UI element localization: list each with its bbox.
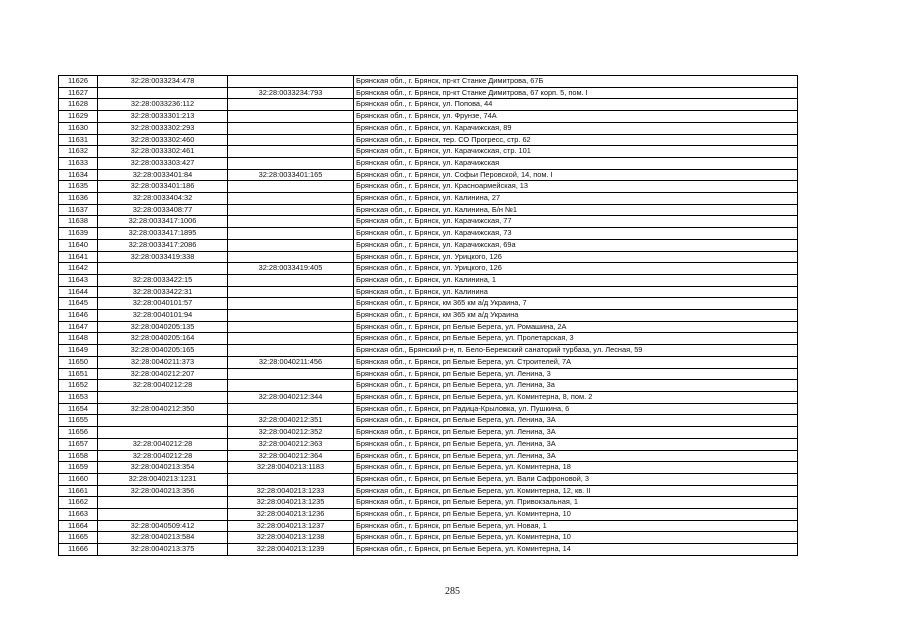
table-row — [59, 99, 798, 111]
row-number-cell: 11653 — [59, 391, 98, 403]
document-table-container — [58, 75, 797, 556]
cadastral-number-cell — [98, 497, 228, 509]
object-cadastral-number-cell — [228, 321, 354, 333]
address-cell: Брянская обл., г. Брянск, ул. Калинина, 27 — [354, 193, 798, 205]
object-cadastral-number-cell: 32:28:0040213:1238 — [228, 532, 354, 544]
cadastral-number-cell: 32:28:0040205:135 — [98, 321, 228, 333]
table-row — [59, 532, 798, 544]
cadastral-number-cell: 32:28:0033422:31 — [98, 286, 228, 298]
table-row — [59, 181, 798, 193]
address-cell: Брянская обл., г. Брянск, ул. Калинина, 1 — [354, 274, 798, 286]
address-cell: Брянская обл., г. Брянск, рп Белые Берега, ул. Пролетарская, 3 — [354, 333, 798, 345]
table-row — [59, 274, 798, 286]
row-number-cell: 11626 — [59, 76, 98, 88]
cadastral-number-cell: 32:28:0040212:28 — [98, 438, 228, 450]
table-row — [59, 298, 798, 310]
object-cadastral-number-cell — [228, 111, 354, 123]
cadastral-number-cell: 32:28:0040213:356 — [98, 485, 228, 497]
address-cell: Брянская обл., г. Брянск, рп Белые Берега, ул. Вали Сафроновой, 3 — [354, 473, 798, 485]
object-cadastral-number-cell — [228, 204, 354, 216]
cadastral-number-cell — [98, 391, 228, 403]
address-cell: Брянская обл., г. Брянск, рп Белые Берега, ул. Коминтерна, 8, пом. 2 — [354, 391, 798, 403]
cadastral-number-cell: 32:28:0040509:412 — [98, 520, 228, 532]
table-row — [59, 251, 798, 263]
row-number-cell: 11631 — [59, 134, 98, 146]
object-cadastral-number-cell: 32:28:0033419:405 — [228, 263, 354, 275]
object-cadastral-number-cell — [228, 134, 354, 146]
cadastral-number-cell: 32:28:0033404:32 — [98, 193, 228, 205]
object-cadastral-number-cell — [228, 193, 354, 205]
table-row — [59, 427, 798, 439]
object-cadastral-number-cell — [228, 146, 354, 158]
cadastral-number-cell — [98, 427, 228, 439]
cadastral-number-cell: 32:28:0033302:461 — [98, 146, 228, 158]
object-cadastral-number-cell: 32:28:0033401:165 — [228, 169, 354, 181]
row-number-cell: 11657 — [59, 438, 98, 450]
cadastral-number-cell: 32:28:0033408:77 — [98, 204, 228, 216]
cadastral-number-cell: 32:28:0033236:112 — [98, 99, 228, 111]
object-cadastral-number-cell — [228, 251, 354, 263]
row-number-cell: 11664 — [59, 520, 98, 532]
cadastral-number-cell: 32:28:0040101:57 — [98, 298, 228, 310]
row-number-cell: 11640 — [59, 239, 98, 251]
cadastral-number-cell: 32:28:0040205:164 — [98, 333, 228, 345]
row-number-cell: 11655 — [59, 415, 98, 427]
row-number-cell: 11630 — [59, 122, 98, 134]
address-cell: Брянская обл., г. Брянск, рп Белые Берега, ул. Коминтерна, 12, кв. II — [354, 485, 798, 497]
cadastral-number-cell: 32:28:0033401:186 — [98, 181, 228, 193]
table-row — [59, 204, 798, 216]
object-cadastral-number-cell — [228, 157, 354, 169]
table-row — [59, 111, 798, 123]
cadastral-number-cell: 32:28:0033417:1895 — [98, 228, 228, 240]
object-cadastral-number-cell — [228, 239, 354, 251]
table-row — [59, 368, 798, 380]
cadastral-number-cell: 32:28:0033303:427 — [98, 157, 228, 169]
address-cell: Брянская обл., г. Брянск, ул. Урицкого, 126 — [354, 251, 798, 263]
address-cell: Брянская обл., г. Брянск, ул. Фрунзе, 74А — [354, 111, 798, 123]
table-row — [59, 485, 798, 497]
object-cadastral-number-cell — [228, 274, 354, 286]
row-number-cell: 11628 — [59, 99, 98, 111]
object-cadastral-number-cell: 32:28:0040212:364 — [228, 450, 354, 462]
table-row — [59, 450, 798, 462]
row-number-cell: 11634 — [59, 169, 98, 181]
object-cadastral-number-cell — [228, 403, 354, 415]
object-cadastral-number-cell: 32:28:0040212:351 — [228, 415, 354, 427]
row-number-cell: 11636 — [59, 193, 98, 205]
table-row — [59, 403, 798, 415]
address-cell: Брянская обл., г. Брянск, ул. Карачижская, 77 — [354, 216, 798, 228]
object-cadastral-number-cell: 32:28:0040213:1183 — [228, 462, 354, 474]
address-cell: Брянская обл., г. Брянск, тер. СО Прогресс, стр. 62 — [354, 134, 798, 146]
row-number-cell: 11647 — [59, 321, 98, 333]
cadastral-table — [58, 75, 798, 556]
object-cadastral-number-cell — [228, 76, 354, 88]
table-row — [59, 333, 798, 345]
address-cell: Брянская обл., г. Брянск, ул. Красноармейская, 13 — [354, 181, 798, 193]
cadastral-number-cell: 32:28:0040211:373 — [98, 356, 228, 368]
cadastral-number-cell: 32:28:0040212:350 — [98, 403, 228, 415]
address-cell: Брянская обл., г. Брянск, ул. Карачижская, 73 — [354, 228, 798, 240]
address-cell: Брянская обл., г. Брянск, пр-кт Станке Димитрова, 67 корп. 5, пом. I — [354, 87, 798, 99]
table-row — [59, 356, 798, 368]
table-row — [59, 544, 798, 556]
table-row — [59, 497, 798, 509]
object-cadastral-number-cell: 32:28:0040213:1237 — [228, 520, 354, 532]
row-number-cell: 11652 — [59, 380, 98, 392]
object-cadastral-number-cell: 32:28:0040212:363 — [228, 438, 354, 450]
row-number-cell: 11638 — [59, 216, 98, 228]
address-cell: Брянская обл., г. Брянск, ул. Попова, 44 — [354, 99, 798, 111]
object-cadastral-number-cell — [228, 228, 354, 240]
cadastral-number-cell: 32:28:0033234:478 — [98, 76, 228, 88]
row-number-cell: 11648 — [59, 333, 98, 345]
row-number-cell: 11650 — [59, 356, 98, 368]
address-cell: Брянская обл., г. Брянск, ул. Карачижская — [354, 157, 798, 169]
row-number-cell: 11656 — [59, 427, 98, 439]
object-cadastral-number-cell: 32:28:0033234:793 — [228, 87, 354, 99]
table-row — [59, 286, 798, 298]
object-cadastral-number-cell: 32:28:0040211:456 — [228, 356, 354, 368]
row-number-cell: 11635 — [59, 181, 98, 193]
object-cadastral-number-cell — [228, 333, 354, 345]
cadastral-number-cell: 32:28:0040205:165 — [98, 345, 228, 357]
address-cell: Брянская обл., г. Брянск, км 365 км а/д Украина — [354, 310, 798, 322]
row-number-cell: 11643 — [59, 274, 98, 286]
address-cell: Брянская обл., г. Брянск, рп Белые Берега, ул. Ромашина, 2А — [354, 321, 798, 333]
row-number-cell: 11641 — [59, 251, 98, 263]
object-cadastral-number-cell — [228, 286, 354, 298]
object-cadastral-number-cell: 32:28:0040213:1236 — [228, 509, 354, 521]
cadastral-number-cell: 32:28:0033417:2086 — [98, 239, 228, 251]
table-row — [59, 169, 798, 181]
table-row — [59, 76, 798, 88]
address-cell: Брянская обл., г. Брянск, ул. Карачижская, 89 — [354, 122, 798, 134]
table-row — [59, 473, 798, 485]
address-cell: Брянская обл., г. Брянск, рп Белые Берега, ул. Ленина, 3 — [354, 368, 798, 380]
table-body — [59, 76, 798, 556]
object-cadastral-number-cell: 32:28:0040213:1235 — [228, 497, 354, 509]
cadastral-number-cell: 32:28:0040213:354 — [98, 462, 228, 474]
address-cell: Брянская обл., г. Брянск, рп Белые Берега, ул. Ленина, 3А — [354, 427, 798, 439]
object-cadastral-number-cell — [228, 368, 354, 380]
object-cadastral-number-cell: 32:28:0040213:1239 — [228, 544, 354, 556]
address-cell: Брянская обл., г. Брянск, пр-кт Станке Димитрова, 67Б — [354, 76, 798, 88]
table-row — [59, 122, 798, 134]
address-cell: Брянская обл., г. Брянск, ул. Калинина — [354, 286, 798, 298]
row-number-cell: 11658 — [59, 450, 98, 462]
page-number: 285 — [445, 586, 460, 597]
table-row — [59, 310, 798, 322]
cadastral-number-cell: 32:28:0040213:375 — [98, 544, 228, 556]
table-row — [59, 509, 798, 521]
object-cadastral-number-cell: 32:28:0040212:344 — [228, 391, 354, 403]
table-row — [59, 216, 798, 228]
row-number-cell: 11642 — [59, 263, 98, 275]
cadastral-number-cell: 32:28:0040212:28 — [98, 380, 228, 392]
row-number-cell: 11661 — [59, 485, 98, 497]
table-row — [59, 228, 798, 240]
object-cadastral-number-cell: 32:28:0040212:352 — [228, 427, 354, 439]
address-cell: Брянская обл., г. Брянск, ул. Карачижская, стр. 101 — [354, 146, 798, 158]
address-cell: Брянская обл., Брянский р-н, п. Бело-Бережский санаторий турбаза, ул. Лесная, 59 — [354, 345, 798, 357]
row-number-cell: 11632 — [59, 146, 98, 158]
table-row — [59, 157, 798, 169]
table-row — [59, 239, 798, 251]
object-cadastral-number-cell — [228, 298, 354, 310]
cadastral-number-cell: 32:28:0040213:1231 — [98, 473, 228, 485]
table-row — [59, 520, 798, 532]
row-number-cell: 11644 — [59, 286, 98, 298]
address-cell: Брянская обл., г. Брянск, рп Белые Берега, ул. Ленина, 3А — [354, 415, 798, 427]
address-cell: Брянская обл., г. Брянск, рп Белые Берега, ул. Коминтерна, 10 — [354, 532, 798, 544]
row-number-cell: 11633 — [59, 157, 98, 169]
cadastral-number-cell: 32:28:0033419:338 — [98, 251, 228, 263]
table-row — [59, 380, 798, 392]
address-cell: Брянская обл., г. Брянск, рп Радица-Крыловка, ул. Пушкина, 6 — [354, 403, 798, 415]
address-cell: Брянская обл., г. Брянск, ул. Карачижская, 69а — [354, 239, 798, 251]
object-cadastral-number-cell — [228, 181, 354, 193]
cadastral-number-cell: 32:28:0040213:584 — [98, 532, 228, 544]
address-cell: Брянская обл., г. Брянск, рп Белые Берега, ул. Новая, 1 — [354, 520, 798, 532]
address-cell: Брянская обл., г. Брянск, ул. Калинина, Б/н №1 — [354, 204, 798, 216]
row-number-cell: 11639 — [59, 228, 98, 240]
row-number-cell: 11645 — [59, 298, 98, 310]
table-row — [59, 345, 798, 357]
address-cell: Брянская обл., г. Брянск, ул. Урицкого, 126 — [354, 263, 798, 275]
row-number-cell: 11637 — [59, 204, 98, 216]
table-row — [59, 193, 798, 205]
table-row — [59, 263, 798, 275]
object-cadastral-number-cell — [228, 345, 354, 357]
row-number-cell: 11665 — [59, 532, 98, 544]
row-number-cell: 11659 — [59, 462, 98, 474]
cadastral-number-cell: 32:28:0033401:84 — [98, 169, 228, 181]
cadastral-number-cell: 32:28:0033302:460 — [98, 134, 228, 146]
row-number-cell: 11666 — [59, 544, 98, 556]
cadastral-number-cell: 32:28:0033417:1006 — [98, 216, 228, 228]
table-row — [59, 146, 798, 158]
table-row — [59, 134, 798, 146]
object-cadastral-number-cell: 32:28:0040213:1233 — [228, 485, 354, 497]
table-row — [59, 87, 798, 99]
address-cell: Брянская обл., г. Брянск, рп Белые Берега, ул. Ленина, 3А — [354, 450, 798, 462]
row-number-cell: 11629 — [59, 111, 98, 123]
row-number-cell: 11663 — [59, 509, 98, 521]
object-cadastral-number-cell — [228, 99, 354, 111]
row-number-cell: 11660 — [59, 473, 98, 485]
object-cadastral-number-cell — [228, 473, 354, 485]
cadastral-number-cell: 32:28:0033302:293 — [98, 122, 228, 134]
table-row — [59, 462, 798, 474]
table-row — [59, 415, 798, 427]
cadastral-number-cell: 32:28:0040101:94 — [98, 310, 228, 322]
cadastral-number-cell: 32:28:0033301:213 — [98, 111, 228, 123]
object-cadastral-number-cell — [228, 310, 354, 322]
table-row — [59, 391, 798, 403]
cadastral-number-cell — [98, 509, 228, 521]
row-number-cell: 11627 — [59, 87, 98, 99]
address-cell: Брянская обл., г. Брянск, рп Белые Берега, ул. Ленина, 3А — [354, 438, 798, 450]
address-cell: Брянская обл., г. Брянск, рп Белые Берега, ул. Коминтерна, 10 — [354, 509, 798, 521]
cadastral-number-cell — [98, 415, 228, 427]
address-cell: Брянская обл., г. Брянск, рп Белые Берега, ул. Ленина, 3а — [354, 380, 798, 392]
object-cadastral-number-cell — [228, 216, 354, 228]
address-cell: Брянская обл., г. Брянск, км 365 км а/д Украина, 7 — [354, 298, 798, 310]
address-cell: Брянская обл., г. Брянск, рп Белые Берега, ул. Коминтерна, 18 — [354, 462, 798, 474]
address-cell: Брянская обл., г. Брянск, рп Белые Берега, ул. Строителей, 7А — [354, 356, 798, 368]
table-row — [59, 438, 798, 450]
row-number-cell: 11646 — [59, 310, 98, 322]
row-number-cell: 11662 — [59, 497, 98, 509]
cadastral-number-cell: 32:28:0040212:207 — [98, 368, 228, 380]
address-cell: Брянская обл., г. Брянск, рп Белые Берега, ул. Коминтерна, 14 — [354, 544, 798, 556]
address-cell: Брянская обл., г. Брянск, ул. Софьи Перовской, 14, пом. I — [354, 169, 798, 181]
cadastral-number-cell: 32:28:0033422:15 — [98, 274, 228, 286]
object-cadastral-number-cell — [228, 380, 354, 392]
cadastral-number-cell — [98, 87, 228, 99]
row-number-cell: 11651 — [59, 368, 98, 380]
object-cadastral-number-cell — [228, 122, 354, 134]
table-row — [59, 321, 798, 333]
row-number-cell: 11654 — [59, 403, 98, 415]
cadastral-number-cell: 32:28:0040212:28 — [98, 450, 228, 462]
cadastral-number-cell — [98, 263, 228, 275]
row-number-cell: 11649 — [59, 345, 98, 357]
address-cell: Брянская обл., г. Брянск, рп Белые Берега, ул. Привокзальная, 1 — [354, 497, 798, 509]
